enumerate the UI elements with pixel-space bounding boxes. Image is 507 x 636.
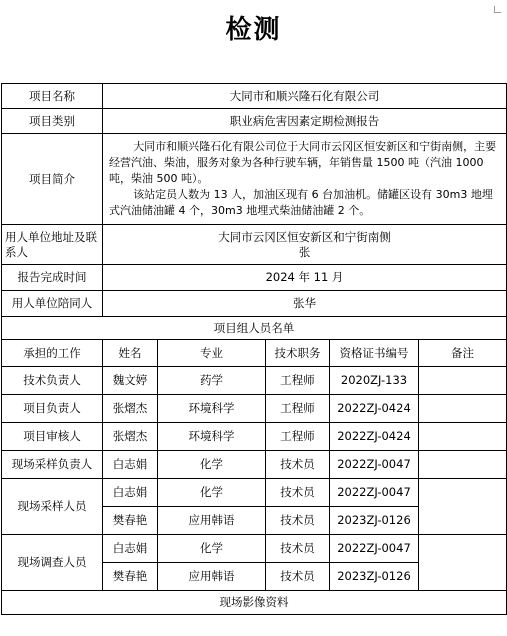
row-escort	[2, 291, 507, 317]
address-text: 大同市云冈区恒安新区和宁街南侧	[218, 229, 391, 244]
row-project-name	[2, 84, 507, 109]
header-role: 承担的工作	[2, 340, 103, 367]
header-title: 技术职务	[266, 340, 330, 367]
table-row	[2, 423, 507, 451]
cell-name: 张熠杰	[103, 423, 158, 451]
header-major: 专业	[158, 340, 266, 367]
cell-role: 项目负责人	[2, 395, 103, 423]
cell-note	[419, 367, 507, 395]
cell-major: 化学	[158, 479, 266, 507]
cell-name: 白志娟	[103, 479, 158, 507]
cell-major: 化学	[158, 535, 266, 563]
project-type-value: 职业病危害因素定期检测报告	[103, 109, 507, 134]
escort-value: 张华	[103, 291, 507, 317]
cell-major: 药学	[158, 367, 266, 395]
table-row	[2, 535, 507, 563]
contact-text: 张	[298, 244, 311, 259]
cell-name: 白志娟	[103, 451, 158, 479]
header-cert: 资格证书编号	[330, 340, 419, 367]
team-header-row	[2, 340, 507, 367]
completion-label: 报告完成时间	[2, 265, 103, 291]
project-type-label: 项目类别	[2, 109, 103, 134]
cell-note	[419, 451, 507, 479]
cell-name: 樊春艳	[103, 507, 158, 535]
cell-title: 技术员	[266, 535, 330, 563]
intro-paragraph-1: 大同市和顺兴隆石化有限公司位于大同市云冈区恒安新区和宁街南侧，主要经营汽油、柴油，服务对象为各种行驶车辆，年销售量 1500 吨（汽油 1000 吨，柴油 500 吨）。	[109, 140, 497, 185]
completion-value: 2024 年 11 月	[103, 265, 507, 291]
row-completion	[2, 265, 507, 291]
cell-title: 技术员	[266, 479, 330, 507]
document-title: 检测	[225, 15, 282, 45]
cell-role: 现场采样人员	[2, 479, 103, 535]
cell-cert: 2020ZJ-133	[330, 367, 419, 395]
intro-paragraph-2: 该站定员人数为 13 人，加油区现有 6 台加油机。储罐区设有 30m3 地埋式汽油储油罐 4 个，30m3 地埋式柴油储油罐 2 个。	[109, 188, 493, 217]
cell-title: 工程师	[266, 423, 330, 451]
row-address	[2, 225, 507, 265]
project-name-label: 项目名称	[2, 84, 103, 109]
table-row	[2, 395, 507, 423]
project-intro-label: 项目简介	[2, 134, 103, 225]
cell-cert: 2022ZJ-0047	[330, 535, 419, 563]
cell-title: 工程师	[266, 367, 330, 395]
cell-cert: 2022ZJ-0424	[330, 423, 419, 451]
header-note: 备注	[419, 340, 507, 367]
footer-heading: 现场影像资料	[2, 591, 507, 615]
cell-note	[419, 423, 507, 451]
cell-name: 白志娟	[103, 535, 158, 563]
cell-major: 环境科学	[158, 423, 266, 451]
cell-role: 技术负责人	[2, 367, 103, 395]
table-row	[2, 451, 507, 479]
cell-note	[419, 535, 507, 591]
table-row	[2, 479, 507, 507]
row-footer-heading	[2, 591, 507, 615]
table-row	[2, 367, 507, 395]
project-info-table	[1, 83, 507, 615]
cell-name: 魏文婷	[103, 367, 158, 395]
cell-title: 技术员	[266, 507, 330, 535]
escort-label: 用人单位陪同人	[2, 291, 103, 317]
row-project-type	[2, 109, 507, 134]
cell-cert: 2022ZJ-0047	[330, 479, 419, 507]
cell-major: 化学	[158, 451, 266, 479]
cell-title: 技术员	[266, 451, 330, 479]
address-value	[103, 225, 507, 265]
cell-major: 应用韩语	[158, 507, 266, 535]
cell-name: 张熠杰	[103, 395, 158, 423]
cell-cert: 2023ZJ-0126	[330, 507, 419, 535]
cell-major: 应用韩语	[158, 563, 266, 591]
cell-major: 环境科学	[158, 395, 266, 423]
cell-title: 技术员	[266, 563, 330, 591]
cell-cert: 2022ZJ-0424	[330, 395, 419, 423]
cell-note	[419, 395, 507, 423]
row-team-heading	[2, 317, 507, 340]
team-heading: 项目组人员名单	[2, 317, 507, 340]
cell-role: 现场调查人员	[2, 535, 103, 591]
cell-role: 现场采样负责人	[2, 451, 103, 479]
project-name-value: 大同市和顺兴隆石化有限公司	[103, 84, 507, 109]
address-label: 用人单位地址及联系人	[2, 225, 103, 265]
row-project-intro	[2, 134, 507, 225]
cell-title: 工程师	[266, 395, 330, 423]
cell-role: 项目审核人	[2, 423, 103, 451]
project-intro-value	[103, 134, 507, 225]
cell-note	[419, 479, 507, 535]
cell-name: 樊春艳	[103, 563, 158, 591]
cell-cert: 2022ZJ-0047	[330, 451, 419, 479]
cell-cert: 2023ZJ-0126	[330, 563, 419, 591]
header-name: 姓名	[103, 340, 158, 367]
